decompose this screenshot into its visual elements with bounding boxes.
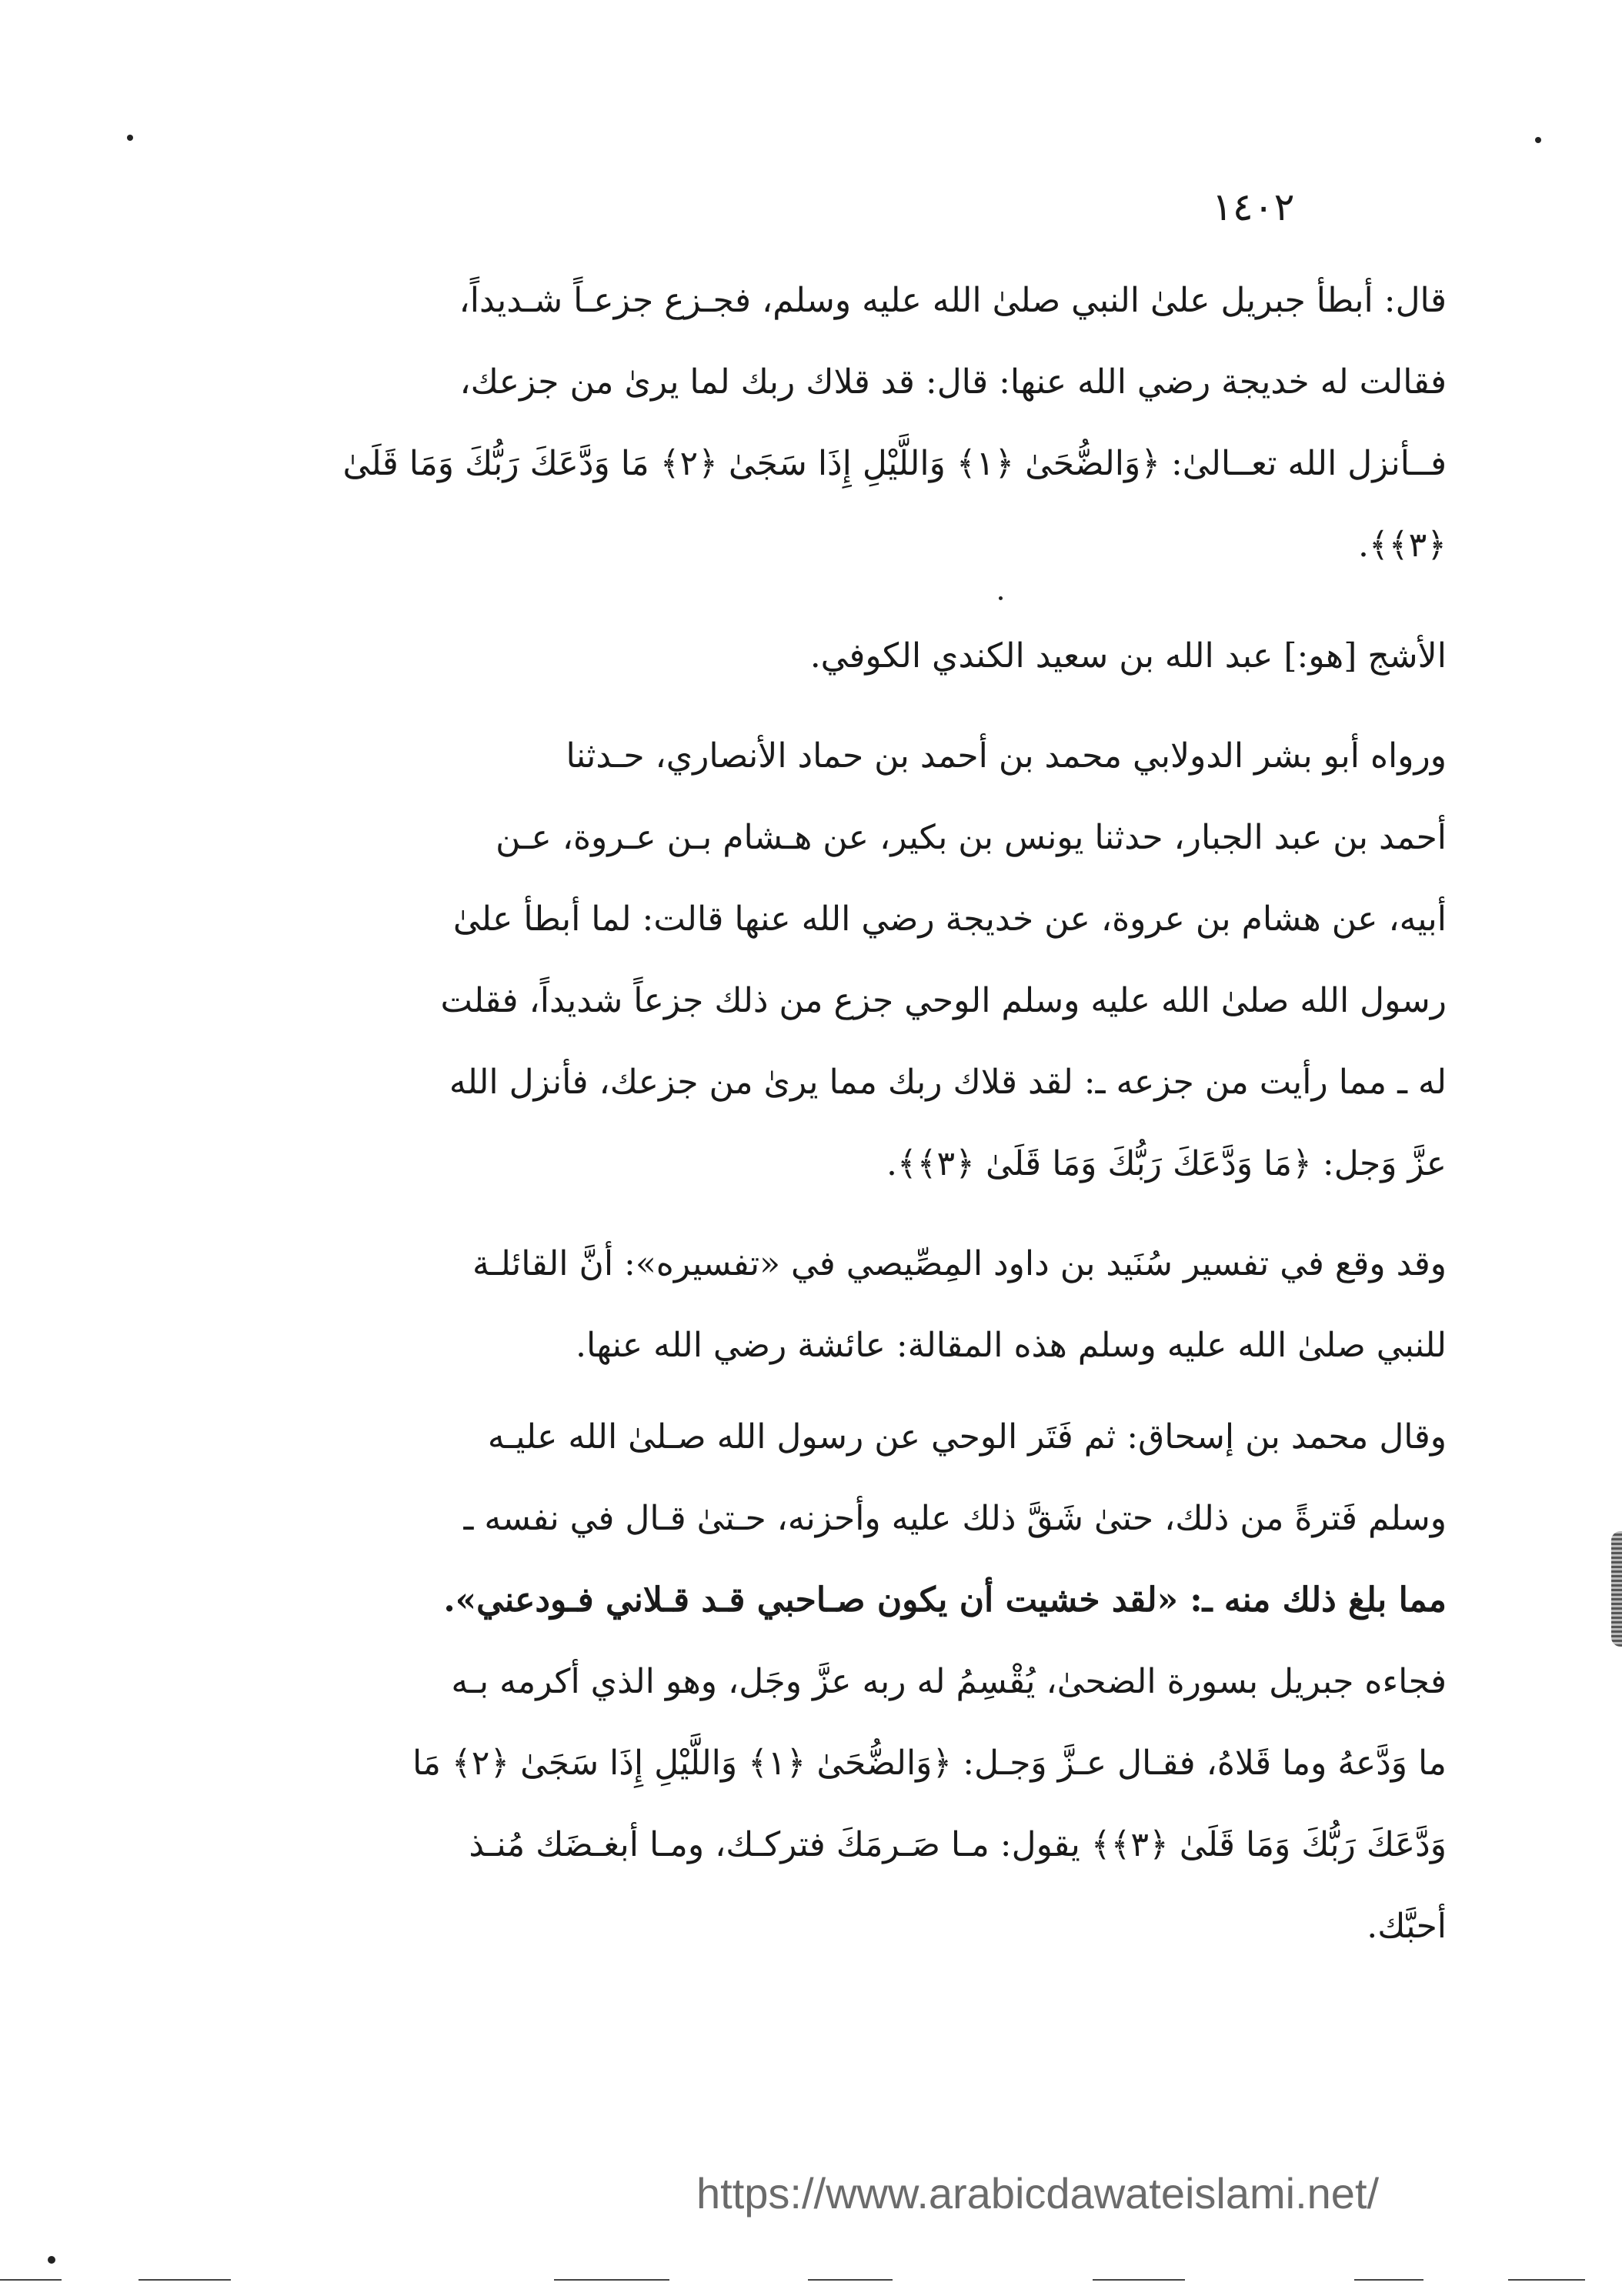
text-line: ما وَدَّعهُ وما قَلاهُ، فقـال عـزَّ وَجـل: ﴿وَالضُّحَىٰ ﴿١﴾ وَاللَّيْلِ إِذَا سَجَىٰ ﴿٢﴾ مَا [412, 1744, 1447, 1783]
text-line: فقالت له خديجة رضي الله عنها: قال: قد قلاك ربك لما يرىٰ من جزعك، [459, 362, 1447, 402]
text-line: قال: أبطأ جبريل علىٰ النبي صلىٰ الله عليه وسلم، فجـزع جزعـاً شـديداً، [459, 281, 1447, 320]
paragraph-4 [173, 1223, 1447, 1387]
text-line: وقال محمد بن إسحاق: ثم فَتَر الوحي عن رسول الله صـلىٰ الله عليـه [487, 1417, 1447, 1457]
text-line: للنبي صلىٰ الله عليه وسلم هذه المقالة: عائشة رضي الله عنها. [575, 1326, 1447, 1365]
page-number: ١٤٠٢ [1212, 185, 1295, 229]
text-line: وقد وقع في تفسير سُنَيد بن داود المِصِّيصي في «تفسيره»: أنَّ القائلـة [472, 1244, 1447, 1283]
scan-speck [127, 135, 133, 141]
text-line: أبيه، عن هشام بن عروة، عن خديجة رضي الله عنها قالت: لما أبطأ علىٰ [452, 899, 1447, 939]
text-line: وسلم فَترةً من ذلك، حتىٰ شَقَّ ذلك عليه وأحزنه، حـتىٰ قـال في نفسه ـ [463, 1499, 1447, 1538]
bottom-rule [139, 2279, 231, 2281]
scan-speck [1535, 137, 1541, 143]
text-line: فــأنزل الله تعــالىٰ: ﴿وَالضُّحَىٰ ﴿١﴾ وَاللَّيْلِ إِذَا سَجَىٰ ﴿٢﴾ مَا وَدَّعَكَ رَبُّكَ وَمَا قَلَىٰ [342, 444, 1447, 483]
text-line: مما بلغ ذلك منه ـ: «لقد خشيت أن يكون صـاحبي قـد قـلاني فـودعني». [443, 1580, 1447, 1620]
text-line: وَدَّعَكَ رَبُّكَ وَمَا قَلَىٰ ﴿٣﴾﴾ يقول: مـا صَـرمَكَ فتركـك، ومـا أبغـضَك مُنـذ [469, 1825, 1447, 1864]
text-line: أحبَّك. [1367, 1907, 1447, 1946]
bottom-rule [1508, 2279, 1585, 2281]
paragraph-3 [173, 716, 1447, 1205]
paragraph-1 [173, 260, 1447, 586]
text-line: ورواه أبو بشر الدولابي محمد بن أحمد بن حماد الأنصاري، حـدثنا [566, 736, 1447, 776]
text-line: الأشج [هو:] عبد الله بن سعيد الكندي الكوفي. [809, 636, 1447, 676]
bottom-rule [554, 2279, 669, 2281]
watermark-url: https://www.arabicdawateislami.net/ [696, 2169, 1380, 2218]
text-line: رسول الله صلىٰ الله عليه وسلم الوحي جزع من ذلك جزعاً شديداً، فقلت [440, 981, 1447, 1020]
bottom-rule [0, 2279, 62, 2281]
text-line: ﴿٣﴾﴾. [1358, 526, 1447, 565]
scan-edge-artifact [1611, 1531, 1622, 1647]
text-line: له ـ مما رأيت من جزعه ـ: لقد قلاك ربك مما يرىٰ من جزعك، فأنزل الله [449, 1063, 1447, 1102]
bottom-rule [808, 2279, 893, 2281]
text-line: أحمد بن عبد الجبار، حدثنا يونس بن بكير، عن هـشام بـن عـروة، عـن [496, 818, 1447, 857]
bottom-rule [1093, 2279, 1185, 2281]
scan-speck [48, 2256, 55, 2264]
paragraph-5 [173, 1397, 1447, 1967]
text-line: فجاءه جبريل بسورة الضحىٰ، يُقْسِمُ له ربه عزَّ وجَل، وهو الذي أكرمه بـه [451, 1662, 1447, 1701]
bottom-rule [1354, 2279, 1423, 2281]
paragraph-2 [173, 616, 1447, 697]
scan-speck [999, 596, 1003, 600]
text-line: عزَّ وَجل: ﴿مَا وَدَّعَكَ رَبُّكَ وَمَا قَلَىٰ ﴿٣﴾﴾. [886, 1144, 1447, 1183]
